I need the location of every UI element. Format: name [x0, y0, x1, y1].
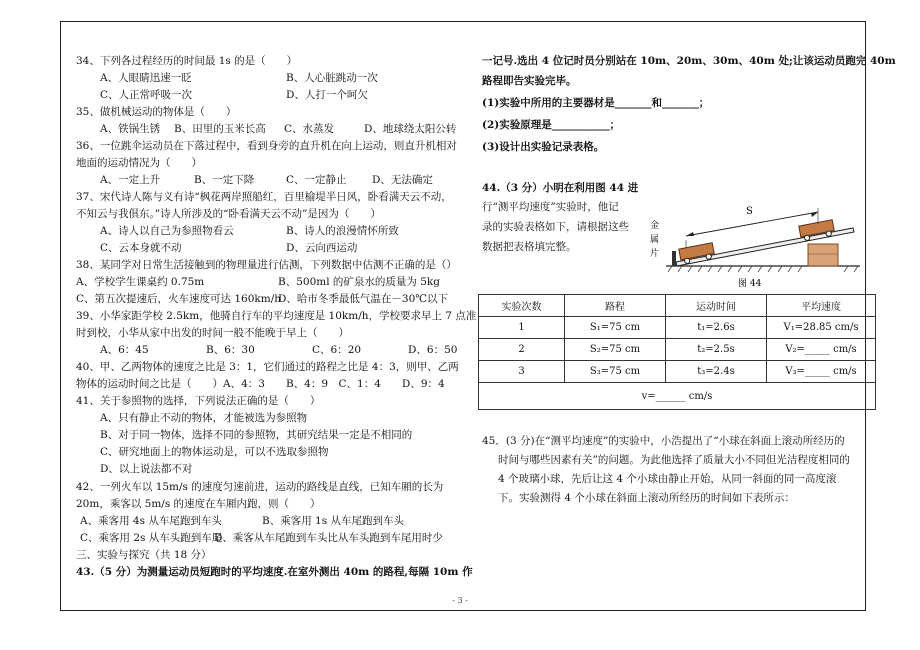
- cell: t₃=2.4s: [666, 361, 767, 383]
- ground-hatch: [668, 266, 858, 272]
- q38-option-b: B、500ml 的矿泉水的质量为 5kg: [278, 276, 441, 288]
- q37-option-b: B、诗人的浪漫情怀所致: [286, 225, 399, 237]
- q38-stem: 38、某同学对日常生活接触到的物理量进行估测，下列数据中估测不正确的是（）: [76, 259, 457, 271]
- cell: 1: [479, 317, 565, 339]
- q36-option-c: C、一定静止: [286, 174, 347, 186]
- q43-sub-2: (2)实验原理是___________；: [482, 119, 620, 131]
- q41-stem: 41、关于参照物的选择，下列说法正确的是（ ）: [76, 395, 321, 407]
- q42-stem-1: 42、一列火车以 15m/s 的速度匀速前进，运动的路线是直线，已知车厢的长为: [76, 481, 444, 493]
- figure-caption: 图 44: [738, 279, 762, 289]
- table-footer-row: [479, 383, 876, 410]
- q42-option-a: A、乘客用 4s 从车尾跑到车头: [80, 515, 222, 527]
- header-speed: 平均速度: [767, 295, 876, 317]
- average-speed-cell: v=______ cm/s: [479, 383, 876, 410]
- q45-stem-4: 下。实验测得 4 个小球在斜面上滚动所经历的时间如下表所示：: [498, 492, 795, 504]
- q43-sub-3: (3)设计出实验记录表格。: [482, 141, 605, 153]
- q35-stem: 35、做机械运动的物体是（ ）: [76, 106, 237, 118]
- cell: t₁=2.6s: [666, 317, 767, 339]
- distance-label: S: [746, 206, 753, 217]
- q34-option-c: C、人正常呼吸一次: [100, 89, 193, 101]
- q42-option-c: C、乘客用 2s 从车头跑到车尾: [80, 532, 223, 544]
- table-row: [479, 361, 876, 383]
- table-row: [479, 339, 876, 361]
- header-trial: 实验次数: [479, 295, 565, 317]
- q44-stem-3: 录的实验表格如下，请根据这些: [482, 221, 629, 233]
- q40-stem-1: 40、甲、乙两物体的速度之比是 3：1，它们通过的路程之比是 4：3，则甲、乙两: [76, 361, 459, 373]
- q39-option-d: D、6：50: [408, 344, 458, 356]
- q39-option-b: B、6：30: [206, 344, 255, 356]
- cell: 3: [479, 361, 565, 383]
- q41-option-b: B、对于同一物体，选择不同的参照物，其研究结果一定是不相同的: [100, 429, 413, 441]
- q37-stem-1: 37、宋代诗人陈与义有诗“枫花两岸照船红，百里榆堤半日风，卧看满天云不动，: [76, 191, 452, 203]
- speed-data-table: [478, 294, 876, 410]
- q34-stem: 34、下列各过程经历的时间最 1s 的是（ ）: [76, 55, 298, 67]
- q35-option-c: C、水蒸发: [284, 123, 335, 135]
- q35-option-a: A、铁锅生锈: [100, 123, 161, 135]
- q43-sub-1: (1)实验中所用的主要器材是_______和_______；: [482, 97, 710, 109]
- q39-stem-2: 时到校，小华从家中出发的时间一般不能晚于早上（ ）: [76, 327, 349, 339]
- metal-plate: [672, 251, 676, 266]
- q41-option-a: A、只有静止不动的物体，才能被选为参照物: [100, 412, 308, 424]
- table-row: [479, 317, 876, 339]
- page-number: - 3 -: [452, 596, 468, 605]
- q41-option-d: D、以上说法都不对: [100, 463, 193, 475]
- q38-option-d: D、哈市冬季最低气温在－30℃以下: [278, 293, 449, 305]
- metal-label-3: 片: [650, 249, 660, 259]
- q34-option-b: B、人心脏跳动一次: [286, 72, 378, 84]
- cell: S₂=75 cm: [565, 339, 666, 361]
- q42-option-b: B、乘客用 1s 从车尾跑到车头: [262, 515, 404, 527]
- q36-stem-1: 36、一位跳伞运动员在下落过程中，看到身旁的直升机在向上运动，则直升机相对: [76, 140, 457, 152]
- q39-option-c: C、6：20: [312, 344, 362, 356]
- q45-stem-3: 4 个玻璃小球，先后让这 4 个小球由静止开始，从同一斜面的同一高度滚: [498, 473, 837, 485]
- q37-stem-2: 不知云与我俱东。”诗人所涉及的“卧看满天云不动”是因为（ ）: [76, 208, 381, 220]
- table-header-row: [479, 295, 876, 317]
- cell: V₃=_____ cm/s: [767, 361, 876, 383]
- q36-option-a: A、一定上升: [100, 174, 161, 186]
- q43-stem-2: 一记号.选出 4 位记时员分别站在 10m、20m、30m、40m 处;让该运动员跑完 40m: [482, 55, 896, 67]
- cell: S₃=75 cm: [565, 361, 666, 383]
- q39-option-a: A、6：45: [100, 344, 149, 356]
- q45-stem-2: 时间与哪些因素有关”的问题。为此他选择了质量大小不同但光洁程度相同的: [498, 454, 850, 466]
- cell: V₂=_____ cm/s: [767, 339, 876, 361]
- header-time: 运动时间: [666, 295, 767, 317]
- cell: t₂=2.5s: [666, 339, 767, 361]
- header-distance: 路程: [565, 295, 666, 317]
- q43-stem-1: 43.（5 分）为测量运动员短跑时的平均速度.在室外测出 40m 的路程,每隔 10m 作: [76, 566, 473, 578]
- q45-stem-1: 45．(3 分)在“测平均速度”的实验中，小浩提出了“小球在斜面上滚动所经历的: [482, 435, 845, 447]
- q42-option-d: D、乘客从车尾跑到车头比从车头跑到车尾用时少: [214, 532, 443, 544]
- q40-stem-2: 物体的运动时间之比是（ ）A、4：3 B、4：9 C、1：4 D、9：4: [76, 378, 445, 390]
- q37-option-a: A、诗人以自己为参照物看云: [100, 225, 234, 237]
- q35-option-d: D、地球绕太阳公转: [364, 123, 457, 135]
- q37-option-d: D、云向西运动: [286, 242, 358, 254]
- q37-option-c: C、云本身就不动: [100, 242, 182, 254]
- metal-label-1: 金: [650, 221, 660, 231]
- cell: 2: [479, 339, 565, 361]
- q44-stem-1: 44.（3 分）小明在利用图 44 进: [482, 182, 639, 194]
- q44-stem-4: 数据把表格填完整。: [482, 241, 577, 253]
- q44-stem-2: 行“测平均速度”实验时，他记: [482, 201, 619, 213]
- wooden-block: [808, 244, 838, 266]
- section-3-heading: 三、实验与探究（共 18 分）: [76, 549, 212, 561]
- cell: V₁=28.85 cm/s: [767, 317, 876, 339]
- q36-option-d: D、无法确定: [372, 174, 433, 186]
- q34-option-d: D、人打一个呵欠: [286, 89, 368, 101]
- q34-option-a: A、人眼睛迅速一眨: [100, 72, 192, 84]
- q38-option-c: C、第五次提速后，火车速度可达 160km/h: [76, 293, 282, 305]
- q39-stem-1: 39、小华家距学校 2.5km，他骑自行车的平均速度是 10km/h，学校要求早上 7 点准: [76, 310, 477, 322]
- q42-stem-2: 20m，乘客以 5m/s 的速度在车厢内跑，则（ ）: [76, 498, 321, 510]
- cell: S₁=75 cm: [565, 317, 666, 339]
- q38-option-a: A、学校学生课桌约 0.75m: [76, 276, 205, 288]
- q36-stem-2: 地面的运动情况为（ ）: [76, 157, 202, 169]
- q35-option-b: B、田里的玉米长高: [174, 123, 266, 135]
- q36-option-b: B、一定下降: [194, 174, 255, 186]
- metal-label-2: 属: [650, 235, 660, 245]
- q43-stem-3: 路程即告实验完毕。: [482, 75, 577, 87]
- figure-44-incline: [648, 196, 868, 291]
- q41-option-c: C、研究地面上的物体运动是，可以不选取参照物: [100, 446, 329, 458]
